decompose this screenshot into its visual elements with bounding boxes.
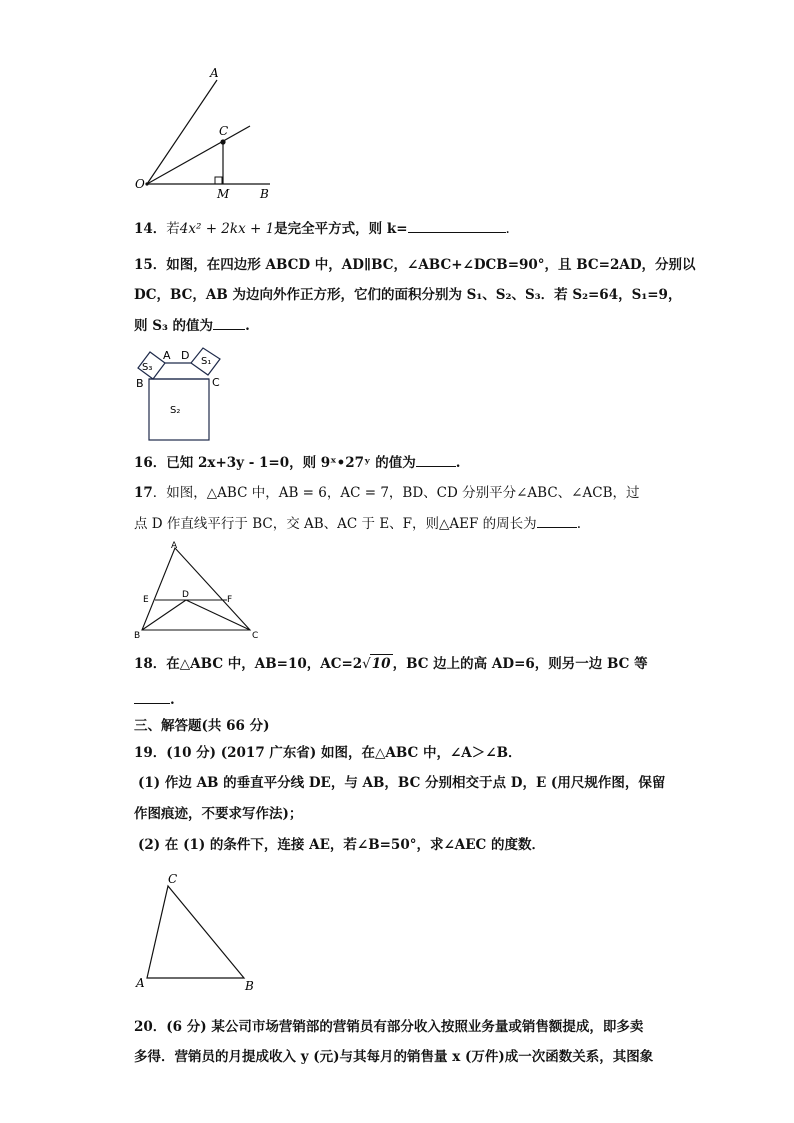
- figure-angle-aob: [130, 64, 280, 204]
- question-number: 16: [134, 455, 153, 471]
- question-number: 17: [134, 485, 153, 501]
- label-b: B: [134, 631, 141, 641]
- figure-quadrilateral-squares: [132, 343, 232, 445]
- answer-blank[interactable]: [408, 219, 506, 233]
- question-15-line-1: 15．如图，在四边形 ABCD 中，AD∥BC，∠ABC+∠DCB=90°，且 BC=2AD，分别以: [134, 257, 696, 273]
- label-c: C: [219, 124, 229, 138]
- question-19-part-1a: (1) 作边 AB 的垂直平分线 DE，与 AB，BC 分别相交于点 D，E (用尺规作图，保留: [138, 775, 666, 791]
- question-number: 15: [134, 257, 153, 273]
- label-b: B: [260, 187, 269, 201]
- answer-blank[interactable]: [537, 514, 577, 528]
- label-a: A: [171, 541, 178, 551]
- label-s1: S₁: [201, 356, 212, 367]
- label-b: B: [136, 377, 144, 390]
- label-c: C: [168, 872, 178, 886]
- answer-blank[interactable]: [134, 690, 170, 704]
- label-o: O: [135, 177, 145, 191]
- question-19-head: 19．(10 分) (2017 广东省) 如图，在△ABC 中，∠A＞∠B．: [134, 745, 522, 761]
- label-b: B: [245, 979, 254, 993]
- question-14: 14．若4x² + 2kx + 1是完全平方式，则 k= .: [134, 221, 510, 237]
- label-d: D: [181, 349, 190, 362]
- question-19-part-2: (2) 在 (1) 的条件下，连接 AE，若∠B=50°，求∠AEC 的度数．: [138, 837, 545, 853]
- answer-blank[interactable]: [213, 316, 245, 330]
- question-number: 20: [134, 1019, 153, 1035]
- label-e: E: [143, 595, 149, 605]
- question-number: 14: [134, 221, 153, 237]
- question-15-line-3: 则 S₃ 的值为 .: [134, 318, 250, 334]
- label-a: A: [210, 66, 219, 80]
- question-19-part-1b: 作图痕迹，不要求写作法)；: [134, 806, 303, 822]
- question-17-line-1: 17．如图，△ABC 中，AB = 6，AC = 7，BD、CD 分别平分∠ABC、∠ACB，过: [134, 485, 640, 501]
- section-heading: 三、解答题(共 66 分): [134, 718, 270, 734]
- figure-triangle-abc: [134, 866, 264, 994]
- label-s2: S₂: [170, 405, 181, 416]
- label-m: M: [217, 187, 230, 201]
- sqrt-radicand: 10: [371, 656, 391, 672]
- math-expression: 4x² + 2kx + 1: [179, 221, 275, 237]
- label-a: A: [163, 349, 171, 362]
- figure-triangle-aef: [132, 540, 264, 642]
- label-s3: S₃: [142, 362, 153, 373]
- question-16: 16．已知 2x+3y - 1=0，则 9ˣ•27ʸ 的值为 .: [134, 455, 461, 471]
- question-18-line-2: .: [134, 690, 175, 709]
- label-c: C: [252, 631, 259, 641]
- question-17-line-2: 点 D 作直线平行于 BC，交 AB、AC 于 E、F，则△AEF 的周长为 .: [134, 516, 581, 532]
- question-15-line-2: DC，BC，AB 为边向外作正方形，它们的面积分别为 S₁、S₂、S₃．若 S₂=64，S₁=9，: [134, 287, 682, 303]
- label-d: D: [182, 590, 189, 600]
- question-18-line-1: 18．在△ABC 中，AB=10，AC=2√10 ，BC 边上的高 AD=6，则另一边 BC 等: [134, 656, 648, 672]
- label-a: A: [136, 976, 145, 990]
- answer-blank[interactable]: [416, 453, 456, 467]
- question-number: 18: [134, 656, 153, 672]
- question-20-line-1: 20．(6 分) 某公司市场营销部的营销员有部分收入按照业务量或销售额提成，即多卖: [134, 1019, 644, 1035]
- label-f: F: [227, 595, 233, 605]
- label-c: C: [212, 376, 220, 389]
- question-number: 19: [134, 745, 153, 761]
- question-20-line-2: 多得．营销员的月提成收入 y (元)与其每月的销售量 x (万件)成一次函数关系，其图象: [134, 1049, 654, 1065]
